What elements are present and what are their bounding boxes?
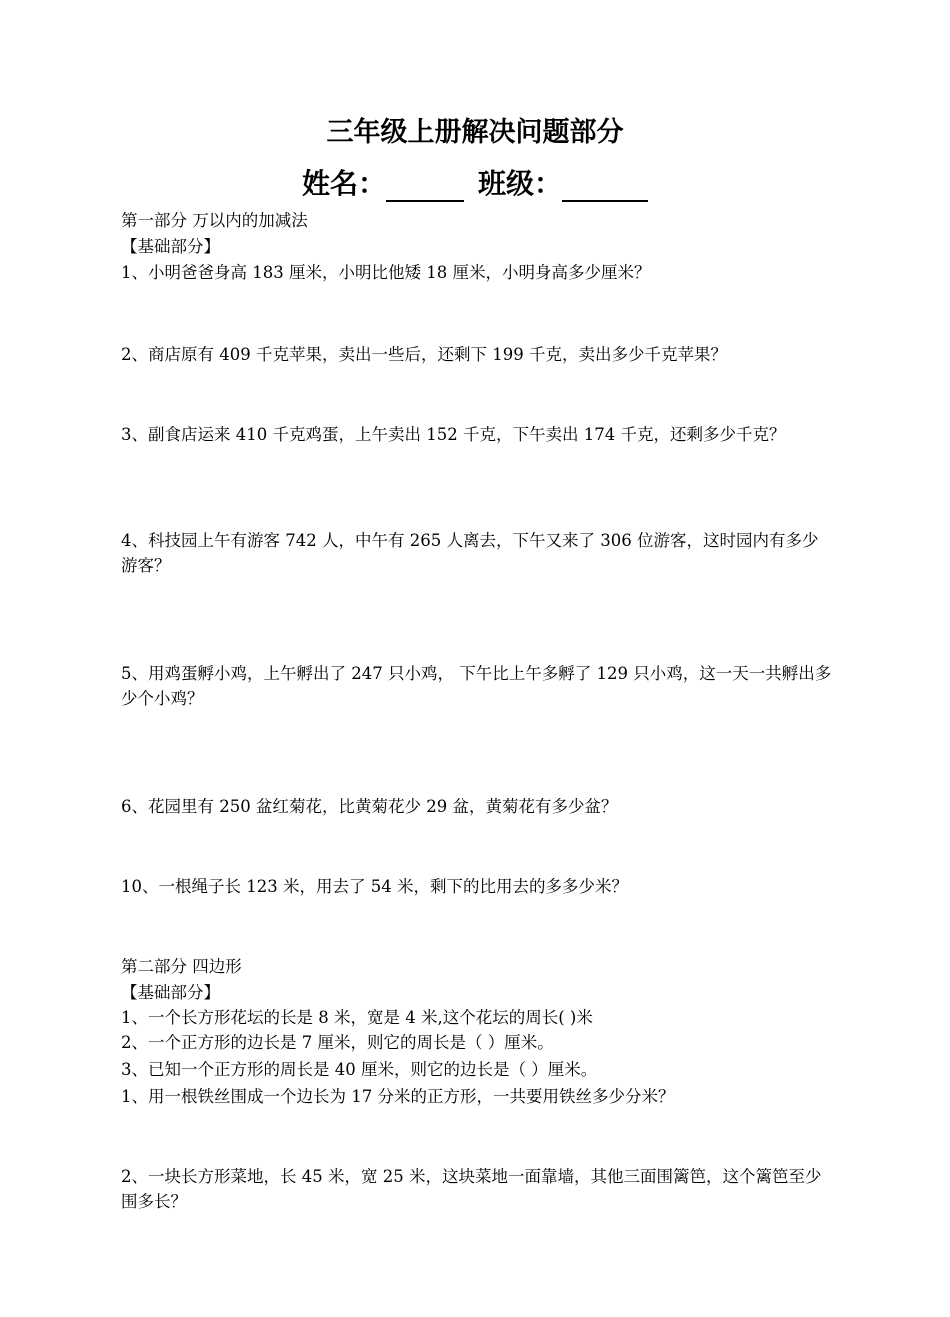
part2-fill-3: 3、已知一个正方形的周长是 40 厘米，则它的边长是（ ）厘米。 (121, 1060, 598, 1079)
name-class-line (0, 162, 950, 202)
class-label: 班级： (478, 167, 563, 200)
part2-fill-2: 2、一个正方形的边长是 7 厘米，则它的周长是（ ）厘米。 (121, 1033, 554, 1052)
part1-question-6: 6、花园里有 250 盆红菊花，比黄菊花少 29 盆，黄菊花有多少盆？ (121, 797, 618, 816)
name-blank[interactable] (386, 170, 464, 202)
part1-question-10: 10、一根绳子长 123 米，用去了 54 米，剩下的比用去的多多少米？ (121, 877, 628, 896)
part1-question-3: 3、副食店运来 410 千克鸡蛋，上午卖出 152 千克，下午卖出 174 千克，还剩多少千克？ (121, 425, 786, 444)
part2-basic-label: 【基础部分】 (121, 983, 220, 1002)
part2-heading: 第二部分 四边形 (121, 957, 242, 976)
part1-question-4: 4、科技园上午有游客 742 人，中午有 265 人离去，下午又来了 306 位游客，这时园内有多少游客？ (121, 531, 819, 575)
part1-question-2: 2、商店原有 409 千克苹果，卖出一些后，还剩下 199 千克，卖出多少千克苹果？ (121, 345, 727, 364)
name-label: 姓名： (301, 167, 386, 200)
part2-fill-1: 1、一个长方形花坛的长是 8 米，宽是 4 米,这个花坛的周长( )米 (121, 1008, 593, 1027)
part2-question-2: 2、一块长方形菜地，长 45 米，宽 25 米，这块菜地一面靠墙，其他三面围篱笆，这个篱笆至少围多长？ (121, 1167, 822, 1211)
part1-question-5: 5、用鸡蛋孵小鸡，上午孵出了 247 只小鸡， 下午比上午多孵了 129 只小鸡，这一天一共孵出多少个小鸡？ (121, 664, 832, 708)
part1-question-1: 1、小明爸爸身高 183 厘米，小明比他矮 18 厘米，小明身高多少厘米？ (121, 263, 651, 282)
part1-heading: 第一部分 万以内的加减法 (121, 211, 308, 230)
part2-question-1: 1、用一根铁丝围成一个边长为 17 分米的正方形，一共要用铁丝多少分米？ (121, 1087, 675, 1106)
page-title: 三年级上册解决问题部分 (326, 117, 624, 148)
class-blank[interactable] (562, 170, 648, 202)
part1-basic-label: 【基础部分】 (121, 237, 220, 256)
